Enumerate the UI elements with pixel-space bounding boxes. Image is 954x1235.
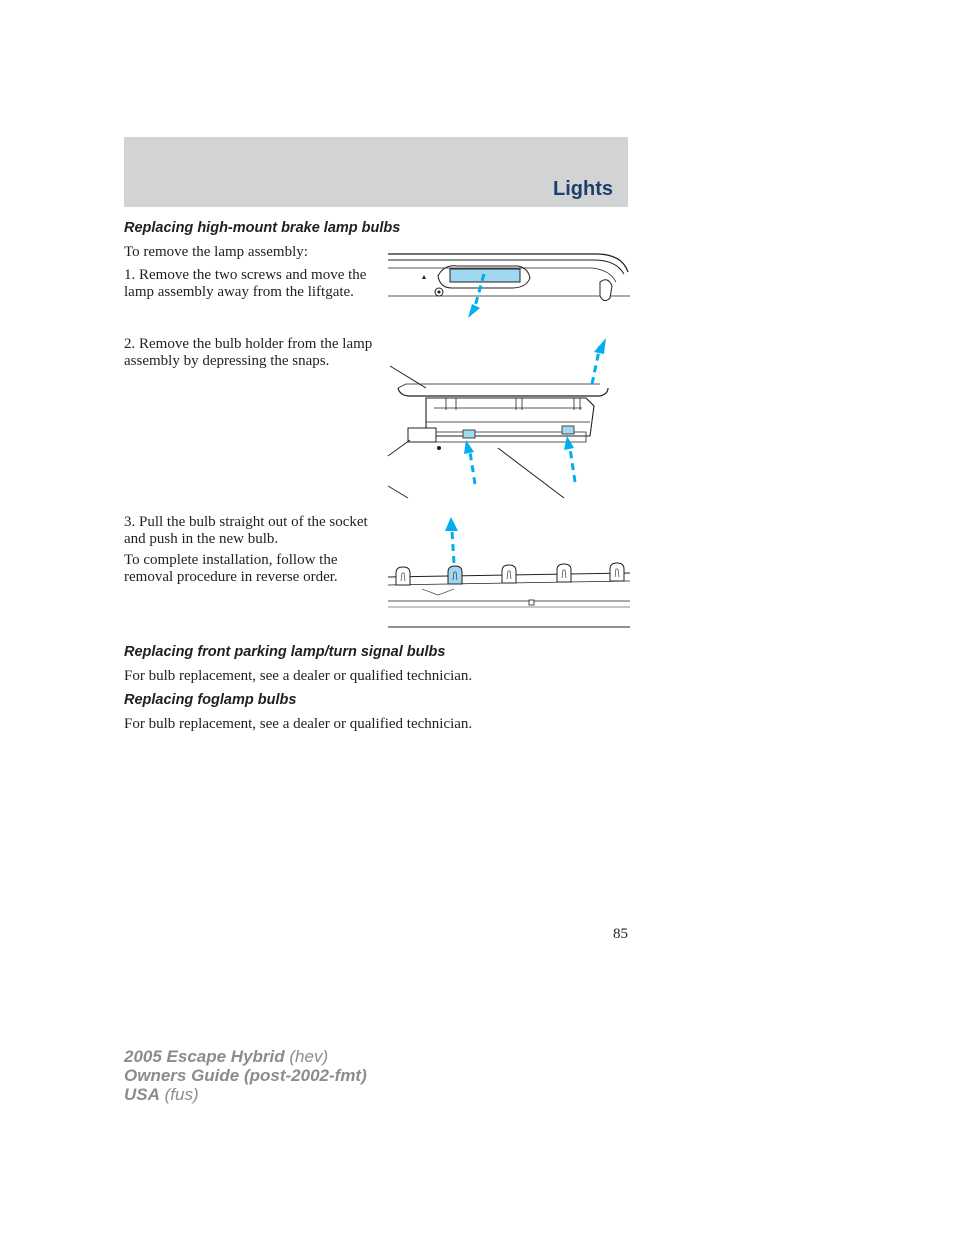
- bulb-socket-illustration: [386, 515, 630, 631]
- reinstall-text: To complete installation, follow the removal procedure in reverse order.: [124, 552, 338, 585]
- step-2-text: 2. Remove the bulb holder from the lamp assembly by depressing the snaps.: [124, 336, 373, 369]
- section-header-band: [124, 137, 628, 207]
- foglamp-heading: Replacing foglamp bulbs: [124, 692, 297, 708]
- footer-market: USA: [124, 1085, 160, 1104]
- liftgate-lamp-screws-illustration: [386, 248, 630, 324]
- lamp-removal-intro: To remove the lamp assembly:: [124, 244, 308, 260]
- foglamp-text: For bulb replacement, see a dealer or qualified technician.: [124, 716, 473, 732]
- footer-line-2: [124, 1066, 367, 1085]
- step-1-text: 1. Remove the two screws and move the lamp assembly away from the liftgate.: [124, 267, 367, 300]
- lamp-assembly-snaps-illustration: [386, 336, 630, 500]
- document-footer: [124, 1047, 367, 1104]
- section-title: Lights: [553, 178, 613, 200]
- front-parking-lamp-heading: Replacing front parking lamp/turn signal bulbs: [124, 644, 446, 660]
- step-3-text: 3. Pull the bulb straight out of the socket and push in the new bulb.: [124, 514, 368, 547]
- footer-model: 2005 Escape Hybrid: [124, 1047, 285, 1066]
- footer-guide-type: Owners Guide (post-2002-fmt): [124, 1066, 367, 1085]
- high-mount-brake-lamp-heading: Replacing high-mount brake lamp bulbs: [124, 220, 401, 236]
- footer-model-code: (hev): [284, 1047, 329, 1066]
- front-parking-lamp-text: For bulb replacement, see a dealer or qualified technician.: [124, 668, 473, 684]
- footer-line-1: [124, 1047, 367, 1066]
- page-number: 85: [613, 926, 628, 942]
- footer-market-code: (fus): [159, 1085, 199, 1104]
- footer-line-3: [124, 1085, 367, 1104]
